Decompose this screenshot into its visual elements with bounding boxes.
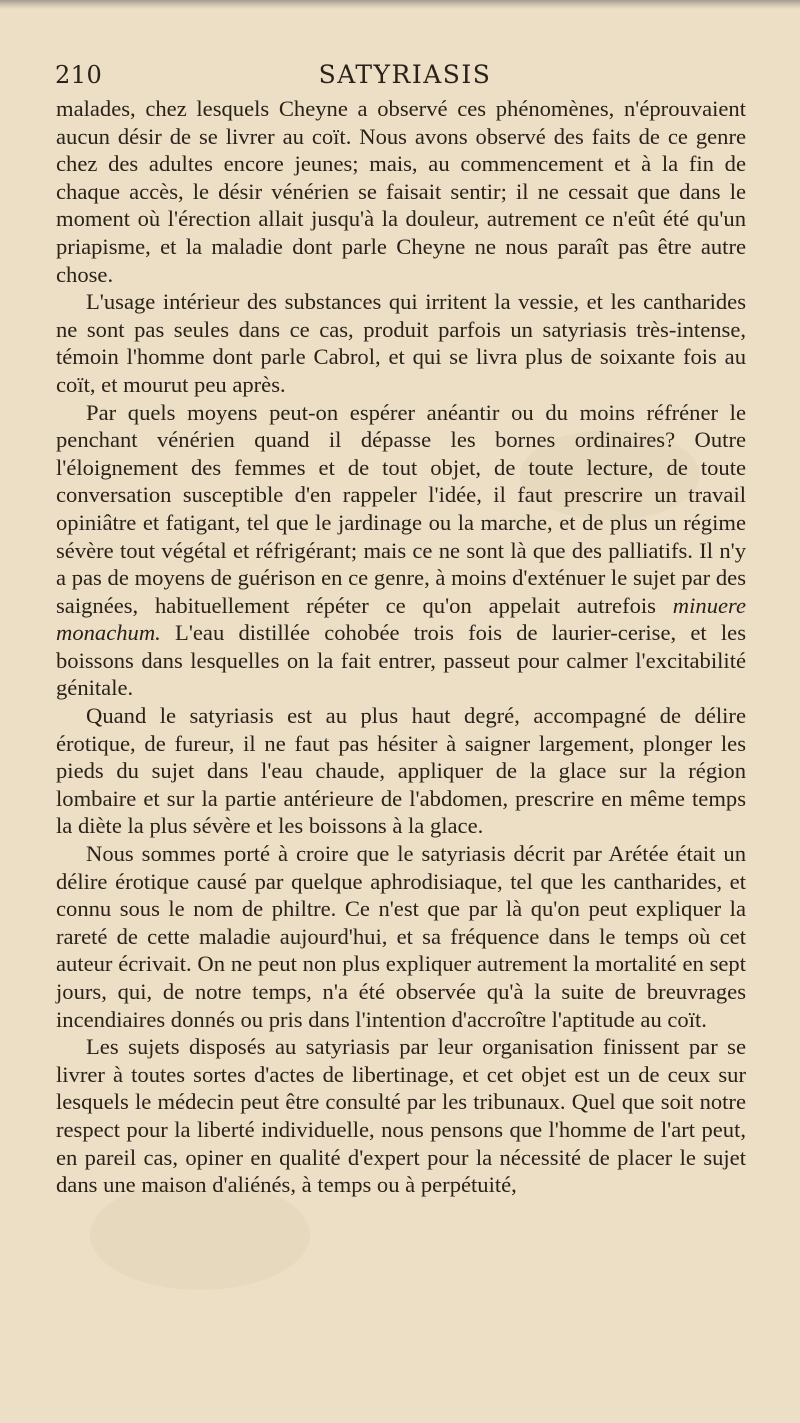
paragraph-6: Les sujets disposés au satyriasis par leur organisation finissent par se livrer à toutes sortes d'actes de libertinage, et cet objet est un de ceux sur lesquels le médecin peut être consulté par les tribunaux. Quel que soit notre respect pour la liberté individuelle, nous pensons que l'homme de l'art peut, en pareil cas, opiner en qualité d'expert pour la nécessité de placer le sujet dans une maison d'aliénés, à temps ou à perpétuité, xyxy=(56,1034,746,1198)
running-head-title: SATYRIASIS xyxy=(318,60,492,89)
latin-phrase: minuere monachum. xyxy=(56,592,746,646)
paragraph-4: Quand le satyriasis est au plus haut degré, accompagné de délire érotique, de fureur, il ne faut pas hésiter à saigner largement, plonger les pieds du sujet dans l'eau chaude, appliquer de la glace sur la région lombaire et sur la partie antérieure de l'abdomen, prescrire en même temps la diète la plus sévère et les boissons à la glace. xyxy=(56,703,746,839)
paragraph-3 xyxy=(56,399,746,703)
running-head xyxy=(55,58,755,92)
paragraph-2: L'usage intérieur des substances qui irritent la vessie, et les cantharides ne sont pas seules dans ce cas, produit parfois un satyriasis très-intense, témoin l'homme dont parle Cabrol, et qui se livra plus de soixante fois au coït, et mourut peu après. xyxy=(56,289,746,397)
paragraph-5: Nous sommes porté à croire que le satyriasis décrit par Arétée était un délire érotique causé par quelque aphrodisiaque, tel que les cantharides, et connu sous le nom de philtre. Ce n'est que par là qu'on peut expliquer la rareté de cette maladie aujourd'hui, et sa fréquence dans le temps où cet auteur écrivait. On ne peut non plus expliquer autrement la mortalité en sept jours, qui, de notre temps, n'a été observée qu'à la suite de breuvrages incendiaires donnés ou pris dans l'intention d'accroître l'aptitude au coït. xyxy=(56,841,746,1032)
body-text xyxy=(56,95,746,1199)
page-number: 210 xyxy=(55,61,103,89)
paragraph-3-text-after: L'eau distillée cohobée trois fois de laurier-cerise, et les boissons dans lesquelles on la fait entrer, passeut pour calmer l'excitabilité génitale. xyxy=(56,620,746,701)
paragraph-1: malades, chez lesquels Cheyne a observé ces phénomènes, n'éprouvaient aucun désir de se livrer au coït. Nous avons observé des faits de ce genre chez des adultes encore jeunes; mais, au commencement et à la fin de chaque accès, le désir vénérien se faisait sentir; il ne cessait que dans le moment où l'érection allait jusqu'à la douleur, autrement ce n'eût été qu'un priapisme, et la maladie dont parle Cheyne ne nous paraît pas être autre chose. xyxy=(56,96,746,287)
paragraph-3-text-before: Par quels moyens peut-on espérer anéantir ou du moins réfréner le penchant vénérien quand il dépasse les bornes ordinaires? Outre l'éloignement des femmes et de tout objet, de toute lecture, de toute conversation susceptible d'en rappeler l'idée, il faut prescrire un travail opiniâtre et fatigant, tel que le jardinage ou la marche, et de plus un régime sévère tout végétal et réfrigérant; mais ce ne sont là que des palliatifs. Il n'y a pas de moyens de guérison en ce genre, à moins d'exténuer le sujet par des saignées, habituellement répéter ce qu'on appelait autrefois xyxy=(56,399,746,618)
